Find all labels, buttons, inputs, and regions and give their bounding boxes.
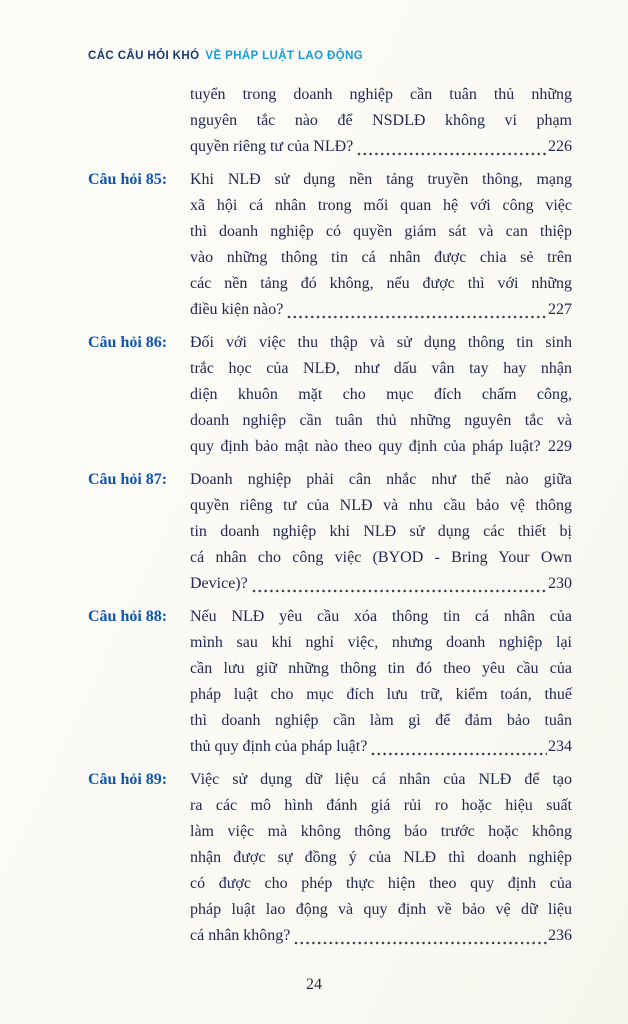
toc-line: nguyên tắc nào để NSDLĐ không vi phạm — [190, 112, 572, 129]
toc-entry-body — [190, 604, 572, 760]
header-title-part1: CÁC CÂU HỎI KHÓ — [88, 50, 200, 62]
toc-line: làm việc mà không thông báo trước hoặc không — [190, 823, 572, 840]
toc-entry — [88, 167, 572, 323]
toc-last-line — [190, 734, 572, 760]
toc-line: Doanh nghiệp phải cân nhắc như thế nào giữa — [190, 471, 572, 488]
toc-page-number: 226 — [548, 138, 572, 155]
toc-last-line-text: điều kiện nào? — [190, 301, 284, 318]
footer-page-number: 24 — [306, 976, 322, 993]
toc-line: pháp luật lao động và quy định về bảo vệ dữ liệu — [190, 901, 572, 918]
dot-leader — [356, 134, 547, 160]
toc-entry-body — [190, 82, 572, 160]
toc-line: Việc sử dụng dữ liệu cá nhân của NLĐ để tạo — [190, 771, 572, 788]
toc-entry-body — [190, 167, 572, 323]
toc-entry-body — [190, 330, 572, 460]
toc-last-line-text: quy định bảo mật nào theo quy định của pháp luật? — [190, 438, 541, 455]
toc-entry — [88, 467, 572, 597]
toc-entry-label: Câu hỏi 85: — [88, 171, 168, 188]
toc-line: diện khuôn mặt cho mục đích chấm công, — [190, 386, 572, 403]
toc-line: trắc học của NLĐ, như dấu vân tay hay nhận — [190, 360, 572, 377]
toc-line: cá nhân cho công việc (BYOD - Bring Your Own — [190, 549, 572, 566]
toc-entry-label — [88, 82, 190, 160]
toc-entry — [88, 330, 572, 460]
toc-list — [88, 82, 572, 949]
toc-line: Khi NLĐ sử dụng nền tảng truyền thông, mạng — [190, 171, 572, 188]
toc-entry — [88, 604, 572, 760]
toc-last-line — [190, 571, 572, 597]
toc-line: doanh nghiệp cần tuân thủ những nguyên tắc và — [190, 412, 572, 429]
toc-line: Đối với việc thu thập và sử dụng thông tin sinh — [190, 334, 572, 351]
toc-page-number: 234 — [548, 738, 572, 755]
toc-last-line — [190, 923, 572, 949]
toc-page-number: 236 — [548, 927, 572, 944]
toc-last-line — [190, 297, 572, 323]
toc-line: có được cho phép thực hiện theo quy định của — [190, 875, 572, 892]
dot-leader — [293, 923, 547, 949]
page-footer — [0, 976, 628, 994]
toc-last-line-text: quyền riêng tư của NLĐ? — [190, 138, 354, 155]
toc-last-line-text: Device)? — [190, 575, 248, 592]
toc-page-number: 227 — [548, 301, 572, 318]
toc-last-line — [190, 434, 572, 460]
toc-page-number: 230 — [548, 575, 572, 592]
toc-line: pháp luật cho mục đích lưu trữ, kiểm toán, thuế — [190, 686, 572, 703]
toc-entry-label: Câu hỏi 89: — [88, 771, 168, 788]
toc-line: xã hội cá nhân trong mối quan hệ với công việc — [190, 197, 572, 214]
dot-leader — [286, 297, 547, 323]
dot-leader — [251, 571, 547, 597]
toc-entry-label: Câu hỏi 88: — [88, 608, 168, 625]
toc-entry — [88, 82, 572, 160]
toc-line: tin doanh nghiệp khi NLĐ sử dụng các thiết bị — [190, 523, 572, 540]
toc-line: ra các mô hình đánh giá rủi ro hoặc hiệu suất — [190, 797, 572, 814]
toc-last-line-text: cá nhân không? — [190, 927, 291, 944]
toc-entry-body — [190, 467, 572, 597]
toc-line: cần lưu giữ những thông tin đó theo yêu cầu của — [190, 660, 572, 677]
toc-line: quyền riêng tư của NLĐ và nhu cầu bảo vệ thông — [190, 497, 572, 514]
toc-entry — [88, 767, 572, 949]
toc-entry-label: Câu hỏi 87: — [88, 471, 168, 488]
dot-leader — [370, 734, 547, 760]
toc-entry-body — [190, 767, 572, 949]
toc-page-number: 229 — [547, 438, 572, 455]
toc-entry-label: Câu hỏi 86: — [88, 334, 168, 351]
toc-last-line-text: thủ quy định của pháp luật? — [190, 738, 368, 755]
toc-last-line — [190, 134, 572, 160]
toc-line: Nếu NLĐ yêu cầu xóa thông tin cá nhân của — [190, 608, 572, 625]
toc-line: thì doanh nghiệp cần làm gì để đảm bảo tuân — [190, 712, 572, 729]
toc-line: thì doanh nghiệp có quyền giám sát và can thiệp — [190, 223, 572, 240]
toc-line: tuyển trong doanh nghiệp cần tuân thủ những — [190, 86, 572, 103]
toc-line: mình sau khi nghỉ việc, nhưng doanh nghiệp lại — [190, 634, 572, 651]
header-title-part2: VỀ PHÁP LUẬT LAO ĐỘNG — [205, 50, 364, 62]
toc-line: vào những thông tin cá nhân được chia sẻ trên — [190, 249, 572, 266]
toc-line: nhận được sự đồng ý của NLĐ thì doanh nghiệp — [190, 849, 572, 866]
toc-line: các nền tảng đó không, nếu được thì với những — [190, 275, 572, 292]
running-header — [88, 50, 363, 62]
